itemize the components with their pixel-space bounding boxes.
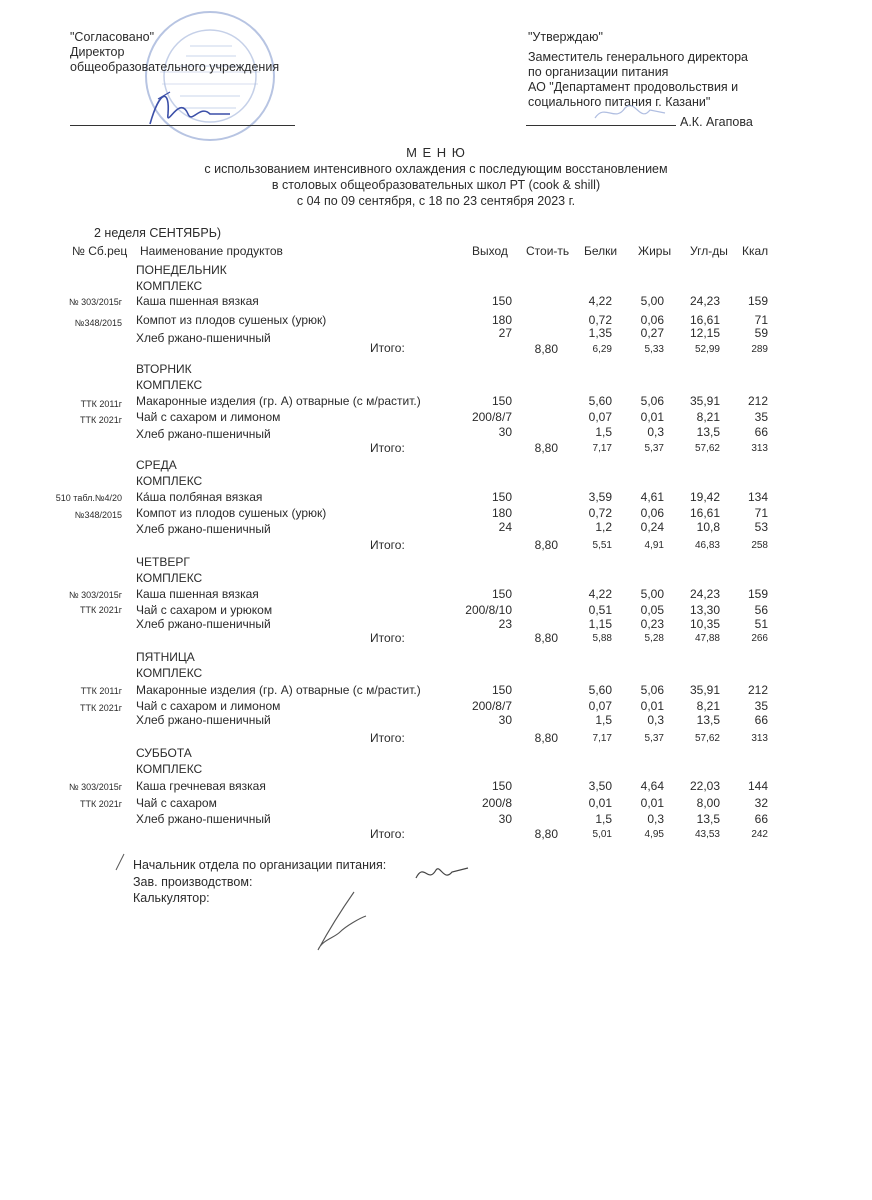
col-cost-header: Стои-ть <box>526 244 570 258</box>
menu-subtitle-1: с использованием интенсивного охлаждения с последующим восстановлением <box>204 162 668 176</box>
dish-kcal: 159 <box>747 587 768 601</box>
total-cost: 8,80 <box>534 731 558 745</box>
dish-carbs: 13,30 <box>689 603 720 617</box>
dish-carbs: 22,03 <box>689 779 720 793</box>
approved-organization: АО "Департамент продовольствия и <box>528 80 739 94</box>
total-fat: 5,33 <box>644 344 664 355</box>
day-title: ЧЕТВЕРГ <box>136 555 190 569</box>
dish-carbs: 13,5 <box>696 713 720 727</box>
production-signature <box>300 888 370 958</box>
recipe-code: ТТК 2021г <box>79 703 122 713</box>
dish-name: Каша пшенная вязкая <box>136 294 259 308</box>
dish-fat: 4,61 <box>640 490 664 504</box>
total-cost: 8,80 <box>534 827 558 841</box>
dish-fat: 5,00 <box>640 587 664 601</box>
total-carbs: 47,88 <box>694 633 720 644</box>
approved-position-2: по организации питания <box>528 65 669 79</box>
dish-carbs: 8,21 <box>696 410 720 424</box>
total-protein: 7,17 <box>592 733 612 744</box>
total-fat: 5,28 <box>644 633 664 644</box>
complex-label: КОМПЛЕКС <box>136 571 203 585</box>
dish-protein: 3,59 <box>588 490 612 504</box>
dish-kcal: 59 <box>754 326 768 340</box>
total-cost: 8,80 <box>534 631 558 645</box>
recipe-code: 510 табл.№4/20 <box>55 493 122 503</box>
dish-protein: 1,5 <box>595 713 612 727</box>
approved-heading: "Утверждаю" <box>528 30 603 44</box>
total-protein: 5,88 <box>592 633 612 644</box>
dish-kcal: 51 <box>754 617 768 631</box>
dish-kcal: 66 <box>754 425 768 439</box>
dish-fat: 0,01 <box>640 699 664 713</box>
dish-fat: 0,06 <box>640 313 664 327</box>
col-yield-header: Выход <box>472 244 508 258</box>
menu-subtitle-2: в столовых общеобразовательных школ РТ (cook & shill) <box>271 178 601 192</box>
col-fat-header: Жиры <box>638 244 672 258</box>
day-title: СУББОТА <box>136 746 192 760</box>
dish-yield: 180 <box>491 506 512 520</box>
complex-label: КОМПЛЕКС <box>136 474 203 488</box>
dish-kcal: 66 <box>754 713 768 727</box>
director-signature <box>140 84 240 134</box>
recipe-code: № 303/2015г <box>69 590 122 600</box>
approved-signer: А.К. Агапова <box>680 115 753 129</box>
dish-yield: 200/8/7 <box>471 410 512 424</box>
dish-fat: 0,06 <box>640 506 664 520</box>
dish-protein: 1,35 <box>588 326 612 340</box>
dish-protein: 4,22 <box>588 587 612 601</box>
recipe-code: № 303/2015г <box>69 782 122 792</box>
dish-carbs: 10,8 <box>696 520 720 534</box>
dish-yield: 150 <box>491 779 512 793</box>
dish-protein: 0,07 <box>588 699 612 713</box>
footer-head-of-catering: Начальник отдела по организации питания: <box>133 858 387 872</box>
total-kcal: 313 <box>751 733 768 744</box>
total-protein: 7,17 <box>592 443 612 454</box>
dish-yield: 200/8 <box>481 796 512 810</box>
agreed-position: Директор <box>70 45 125 59</box>
dish-protein: 0,72 <box>588 313 612 327</box>
total-kcal: 258 <box>751 540 768 551</box>
dish-kcal: 212 <box>747 394 768 408</box>
dish-yield: 30 <box>498 713 512 727</box>
total-carbs: 52,99 <box>694 344 720 355</box>
dish-name: Хлеб ржано-пшеничный <box>136 331 271 345</box>
dish-fat: 5,06 <box>640 683 664 697</box>
col-protein-header: Белки <box>584 244 618 258</box>
col-code-header: № Сб.рец <box>72 244 128 258</box>
complex-label: КОМПЛЕКС <box>136 666 203 680</box>
dish-yield: 30 <box>498 812 512 826</box>
day-title: СРЕДА <box>136 458 177 472</box>
total-carbs: 57,62 <box>694 733 720 744</box>
dish-protein: 0,01 <box>588 796 612 810</box>
dish-carbs: 13,5 <box>696 812 720 826</box>
total-fat: 5,37 <box>644 443 664 454</box>
dish-name: Ка́ша полбяная вязкая <box>136 490 263 504</box>
dish-protein: 3,50 <box>588 779 612 793</box>
dish-carbs: 8,00 <box>696 796 720 810</box>
day-title: ВТОРНИК <box>136 362 192 376</box>
dish-carbs: 13,5 <box>696 425 720 439</box>
dish-name: Чай с сахаром и лимоном <box>136 410 281 424</box>
menu-title: М Е Н Ю <box>406 145 466 160</box>
approver-signature <box>590 98 670 128</box>
recipe-code: ТТК 2021г <box>79 799 122 809</box>
left-signature-line <box>70 125 295 126</box>
dish-yield: 150 <box>491 394 512 408</box>
total-fat: 4,91 <box>644 540 664 551</box>
dish-protein: 0,51 <box>588 603 612 617</box>
dish-yield: 30 <box>498 425 512 439</box>
dish-carbs: 16,61 <box>689 506 720 520</box>
total-label: Итого: <box>370 341 405 355</box>
dish-fat: 0,3 <box>647 425 664 439</box>
total-carbs: 46,83 <box>694 540 720 551</box>
total-cost: 8,80 <box>534 342 558 356</box>
total-carbs: 43,53 <box>694 829 720 840</box>
dish-carbs: 10,35 <box>689 617 720 631</box>
total-kcal: 289 <box>751 344 768 355</box>
dish-yield: 150 <box>491 683 512 697</box>
recipe-code: № 303/2015г <box>69 297 122 307</box>
dish-kcal: 159 <box>747 294 768 308</box>
recipe-code: ТТК 2011г <box>80 686 122 696</box>
total-kcal: 313 <box>751 443 768 454</box>
footer-tick-mark <box>112 852 128 872</box>
recipe-code: №348/2015 <box>74 510 122 520</box>
dish-name: Хлеб ржано-пшеничный <box>136 522 271 536</box>
dish-kcal: 71 <box>754 506 768 520</box>
total-label: Итого: <box>370 827 405 841</box>
week-label: 2 неделя СЕНТЯБРЬ) <box>94 226 222 240</box>
agreed-heading: "Согласовано" <box>70 30 155 44</box>
dish-fat: 0,05 <box>640 603 664 617</box>
dish-protein: 0,07 <box>588 410 612 424</box>
total-kcal: 266 <box>751 633 768 644</box>
approved-organization-2: социального питания г. Казани" <box>528 95 711 109</box>
total-cost: 8,80 <box>534 441 558 455</box>
dish-fat: 0,01 <box>640 796 664 810</box>
dish-fat: 0,3 <box>647 812 664 826</box>
menu-period: с 04 по 09 сентября, с 18 по 23 сентября 2023 г. <box>296 194 576 208</box>
dish-yield: 23 <box>498 617 512 631</box>
dish-yield: 180 <box>491 313 512 327</box>
total-label: Итого: <box>370 631 405 645</box>
col-name-header: Наименование продуктов <box>140 244 283 258</box>
col-kcal-header: Ккал <box>742 244 769 258</box>
dish-carbs: 35,91 <box>689 683 720 697</box>
dish-protein: 1,15 <box>588 617 612 631</box>
dish-fat: 4,64 <box>640 779 664 793</box>
total-protein: 6,29 <box>592 344 612 355</box>
day-title: ПОНЕДЕЛЬНИК <box>136 263 227 277</box>
dish-carbs: 24,23 <box>689 587 720 601</box>
dish-protein: 0,72 <box>588 506 612 520</box>
recipe-code: ТТК 2011г <box>80 399 122 409</box>
dish-fat: 0,23 <box>640 617 664 631</box>
dish-fat: 0,3 <box>647 713 664 727</box>
complex-label: КОМПЛЕКС <box>136 378 203 392</box>
dish-yield: 24 <box>498 520 512 534</box>
dish-name: Каша гречневая вязкая <box>136 779 266 793</box>
dish-carbs: 12,15 <box>689 326 720 340</box>
dish-kcal: 56 <box>754 603 768 617</box>
dish-yield: 200/8/10 <box>465 603 512 617</box>
dish-carbs: 16,61 <box>689 313 720 327</box>
dish-name: Компот из плодов сушеных (урюк) <box>136 313 327 327</box>
dish-protein: 5,60 <box>588 394 612 408</box>
total-fat: 4,95 <box>644 829 664 840</box>
dish-name: Макаронные изделия (гр. А) отварные (с м/растит.) <box>136 394 421 408</box>
dish-protein: 4,22 <box>588 294 612 308</box>
total-label: Итого: <box>370 731 405 745</box>
recipe-code: ТТК 2021г <box>79 605 122 615</box>
dish-yield: 150 <box>491 294 512 308</box>
day-title: ПЯТНИЦА <box>136 650 195 664</box>
col-carbs-header: Угл-ды <box>690 244 728 258</box>
complex-label: КОМПЛЕКС <box>136 279 203 293</box>
footer-calculator: Калькулятор: <box>133 891 210 905</box>
dish-carbs: 19,42 <box>689 490 720 504</box>
dish-protein: 1,2 <box>595 520 612 534</box>
total-label: Итого: <box>370 441 405 455</box>
total-fat: 5,37 <box>644 733 664 744</box>
dish-yield: 27 <box>498 326 512 340</box>
dish-kcal: 134 <box>747 490 768 504</box>
dish-kcal: 53 <box>754 520 768 534</box>
dish-name: Макаронные изделия (гр. А) отварные (с м/растит.) <box>136 683 421 697</box>
total-protein: 5,01 <box>592 829 612 840</box>
dish-name: Чай с сахаром и лимоном <box>136 699 281 713</box>
dish-fat: 5,06 <box>640 394 664 408</box>
agreed-organization: общеобразовательного учреждения <box>70 60 280 74</box>
dish-name: Хлеб ржано-пшеничный <box>136 812 271 826</box>
dish-fat: 0,27 <box>640 326 664 340</box>
dish-name: Каша пшенная вязкая <box>136 587 259 601</box>
total-label: Итого: <box>370 538 405 552</box>
dish-kcal: 35 <box>754 699 768 713</box>
dish-yield: 200/8/7 <box>471 699 512 713</box>
dish-protein: 5,60 <box>588 683 612 697</box>
total-protein: 5,51 <box>592 540 612 551</box>
catering-signature <box>412 856 472 888</box>
dish-kcal: 71 <box>754 313 768 327</box>
total-carbs: 57,62 <box>694 443 720 454</box>
complex-label: КОМПЛЕКС <box>136 762 203 776</box>
dish-kcal: 212 <box>747 683 768 697</box>
recipe-code: №348/2015 <box>74 318 122 328</box>
dish-name: Хлеб ржано-пшеничный <box>136 617 271 631</box>
dish-fat: 5,00 <box>640 294 664 308</box>
dish-carbs: 8,21 <box>696 699 720 713</box>
dish-kcal: 144 <box>747 779 768 793</box>
dish-kcal: 32 <box>754 796 768 810</box>
dish-kcal: 35 <box>754 410 768 424</box>
approved-position: Заместитель генерального директора <box>528 50 749 64</box>
dish-protein: 1,5 <box>595 425 612 439</box>
total-kcal: 242 <box>751 829 768 840</box>
recipe-code: ТТК 2021г <box>79 415 122 425</box>
dish-protein: 1,5 <box>595 812 612 826</box>
dish-yield: 150 <box>491 490 512 504</box>
total-cost: 8,80 <box>534 538 558 552</box>
dish-name: Хлеб ржано-пшеничный <box>136 713 271 727</box>
dish-fat: 0,24 <box>640 520 664 534</box>
dish-carbs: 24,23 <box>689 294 720 308</box>
dish-name: Чай с сахаром <box>136 796 217 810</box>
dish-name: Чай с сахаром и урюком <box>136 603 273 617</box>
footer-production-manager: Зав. производством: <box>133 875 253 889</box>
dish-name: Хлеб ржано-пшеничный <box>136 427 271 441</box>
dish-name: Компот из плодов сушеных (урюк) <box>136 506 327 520</box>
dish-fat: 0,01 <box>640 410 664 424</box>
dish-yield: 150 <box>491 587 512 601</box>
dish-carbs: 35,91 <box>689 394 720 408</box>
dish-kcal: 66 <box>754 812 768 826</box>
